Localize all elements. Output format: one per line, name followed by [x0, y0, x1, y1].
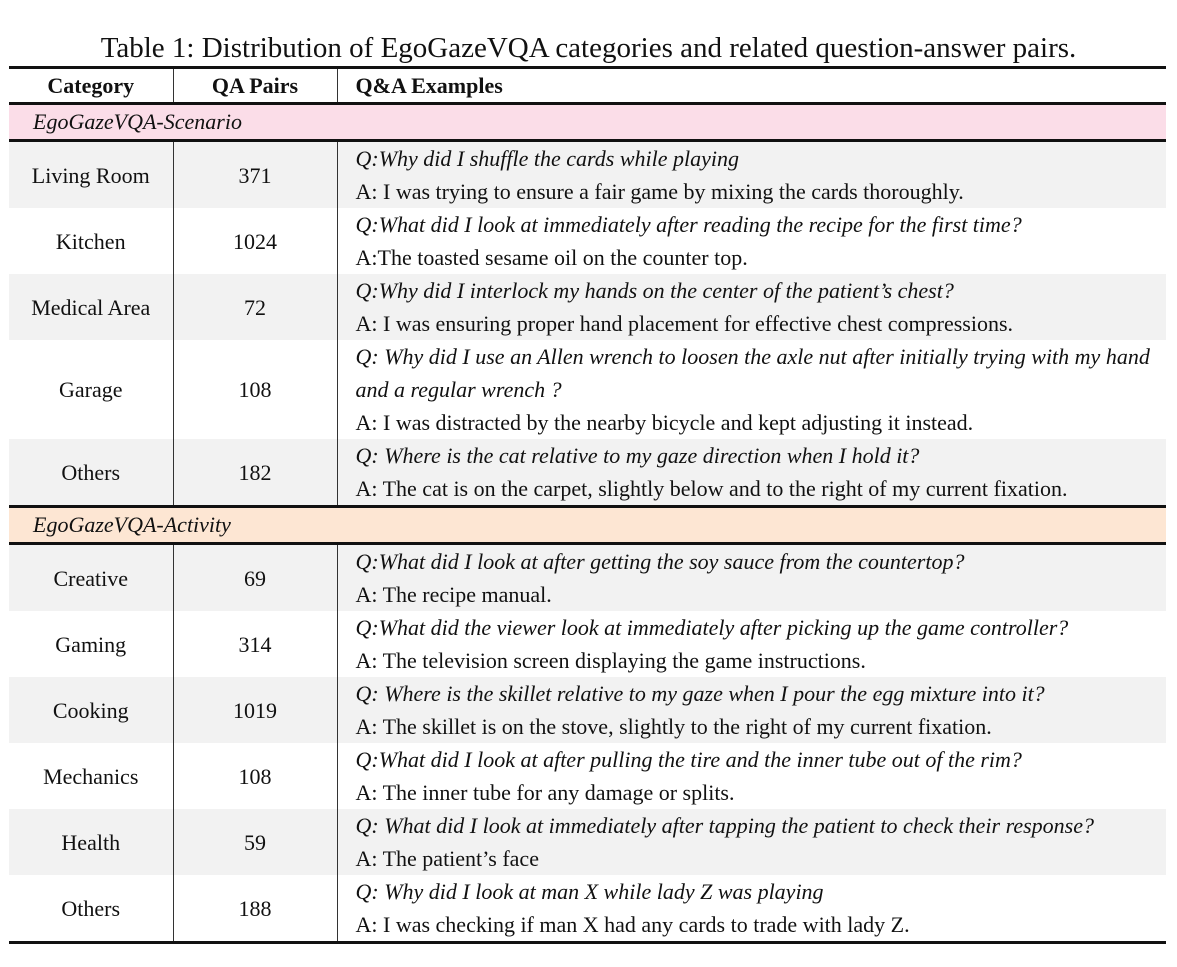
- question-text: Q: What did I look at immediately after tapping the patient to check their response?: [355, 813, 1094, 838]
- category-cell: Gaming: [9, 611, 173, 677]
- question-text: Q:What did I look at immediately after reading the recipe for the first time?: [355, 212, 1022, 237]
- section-title: EgoGazeVQA-Activity: [9, 507, 1166, 544]
- count-cell: 59: [173, 809, 337, 875]
- question-text: Q:Why did I shuffle the cards while playing: [355, 146, 740, 171]
- category-cell: Creative: [9, 544, 173, 612]
- category-cell: Cooking: [9, 677, 173, 743]
- count-cell: 1024: [173, 208, 337, 274]
- category-cell: Kitchen: [9, 208, 173, 274]
- table-row: [9, 809, 1166, 875]
- table-row: [9, 544, 1166, 612]
- example-cell: [337, 340, 1166, 439]
- table-row: [9, 677, 1166, 743]
- example-cell: [337, 141, 1166, 209]
- table-row: [9, 611, 1166, 677]
- answer-text: A: The skillet is on the stove, slightly to the right of my current fixation.: [355, 714, 992, 739]
- table-row: [9, 141, 1166, 209]
- category-cell: Others: [9, 439, 173, 507]
- question-text: Q:What did the viewer look at immediately after picking up the game controller?: [355, 615, 1069, 640]
- answer-text: A: I was ensuring proper hand placement for effective chest compressions.: [355, 311, 1014, 336]
- category-cell: Garage: [9, 340, 173, 439]
- table-row: [9, 208, 1166, 274]
- count-cell: 314: [173, 611, 337, 677]
- example-cell: [337, 743, 1166, 809]
- answer-text: A: I was trying to ensure a fair game by mixing the cards thoroughly.: [355, 179, 964, 204]
- question-text: Q:What did I look at after getting the soy sauce from the countertop?: [355, 549, 965, 574]
- question-text: Q: Why did I look at man X while lady Z was playing: [355, 879, 824, 904]
- question-text: Q: Why did I use an Allen wrench to loosen the axle nut after initially trying with my hand and a regular wrench ?: [355, 344, 1150, 402]
- count-cell: 188: [173, 875, 337, 943]
- table-row: [9, 274, 1166, 340]
- category-cell: Medical Area: [9, 274, 173, 340]
- category-cell: Others: [9, 875, 173, 943]
- question-text: Q:What did I look at after pulling the tire and the inner tube out of the rim?: [355, 747, 1022, 772]
- category-cell: Health: [9, 809, 173, 875]
- category-cell: Mechanics: [9, 743, 173, 809]
- category-cell: Living Room: [9, 141, 173, 209]
- question-text: Q:Why did I interlock my hands on the center of the patient’s chest?: [355, 278, 954, 303]
- example-cell: [337, 677, 1166, 743]
- count-cell: 1019: [173, 677, 337, 743]
- table-caption: Table 1: Distribution of EgoGazeVQA categories and related question-answer pairs.: [100, 32, 1077, 64]
- table-row: [9, 875, 1166, 943]
- section-row-scenario: [9, 104, 1166, 141]
- distribution-table: [9, 66, 1166, 944]
- question-text: Q: Where is the skillet relative to my gaze when I pour the egg mixture into it?: [355, 681, 1045, 706]
- answer-text: A: I was distracted by the nearby bicycle and kept adjusting it instead.: [355, 410, 974, 435]
- answer-text: A:The toasted sesame oil on the counter top.: [355, 245, 748, 270]
- section-row-activity: [9, 507, 1166, 544]
- answer-text: A: The cat is on the carpet, slightly below and to the right of my current fixation.: [355, 476, 1068, 501]
- answer-text: A: The television screen displaying the game instructions.: [355, 648, 866, 673]
- answer-text: A: The recipe manual.: [355, 582, 552, 607]
- example-cell: [337, 274, 1166, 340]
- count-cell: 69: [173, 544, 337, 612]
- table-row: [9, 340, 1166, 439]
- table-row: [9, 439, 1166, 507]
- section-title: EgoGazeVQA-Scenario: [9, 104, 1166, 141]
- example-cell: [337, 611, 1166, 677]
- question-text: Q: Where is the cat relative to my gaze direction when I hold it?: [355, 443, 920, 468]
- count-cell: 72: [173, 274, 337, 340]
- header-row: [9, 68, 1166, 104]
- count-cell: 182: [173, 439, 337, 507]
- example-cell: [337, 439, 1166, 507]
- example-cell: [337, 875, 1166, 943]
- example-cell: [337, 208, 1166, 274]
- count-cell: 371: [173, 141, 337, 209]
- example-cell: [337, 809, 1166, 875]
- answer-text: A: The inner tube for any damage or splits.: [355, 780, 735, 805]
- header-examples: Q&A Examples: [355, 72, 503, 98]
- example-cell: [337, 544, 1166, 612]
- answer-text: A: I was checking if man X had any cards to trade with lady Z.: [355, 912, 910, 937]
- count-cell: 108: [173, 340, 337, 439]
- table-row: [9, 743, 1166, 809]
- header-category: Category: [9, 68, 173, 104]
- answer-text: A: The patient’s face: [355, 846, 539, 871]
- header-qa-pairs: QA Pairs: [173, 68, 337, 104]
- count-cell: 108: [173, 743, 337, 809]
